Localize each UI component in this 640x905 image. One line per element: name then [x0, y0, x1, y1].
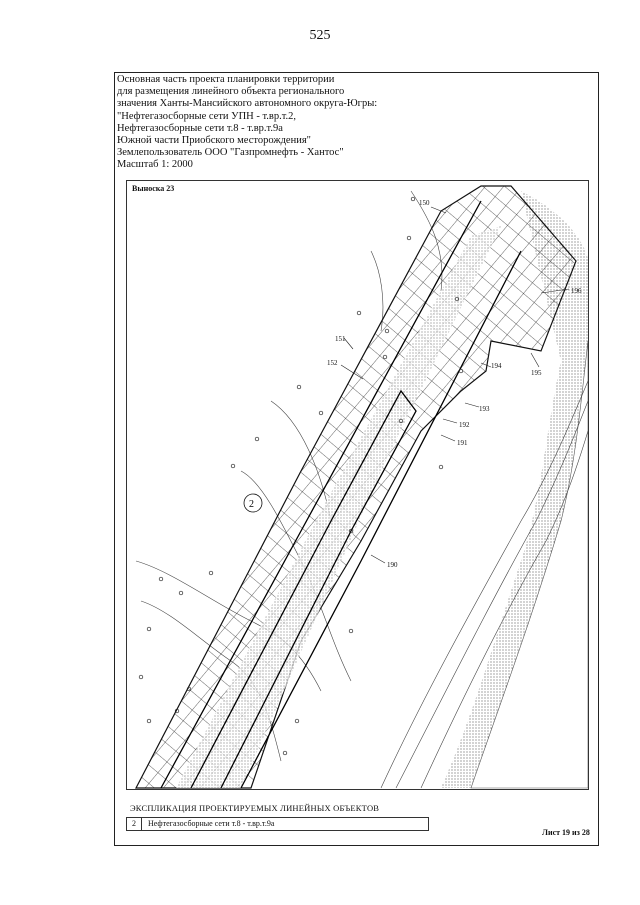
point-label-150: 150: [419, 199, 430, 207]
header-line-4: "Нефтегазосборные сети УПН - т.вр.т.2,: [117, 110, 297, 122]
plan-header: [117, 74, 377, 172]
legend-title: ЭКСПЛИКАЦИЯ ПРОЕКТИРУЕМЫХ ЛИНЕЙНЫХ ОБЪЕКТОВ: [130, 803, 380, 813]
header-line-5: Нефтегазосборные сети т.8 - т.вр.т.9а: [117, 122, 283, 134]
legend-row: [126, 817, 429, 831]
map-drawing: [127, 181, 588, 789]
header-line-1: Основная часть проекта планировки территории: [117, 74, 335, 85]
point-label-151: 151: [335, 335, 346, 343]
page-number: 525: [309, 28, 331, 43]
object-marker-number: 2: [249, 499, 254, 510]
sheet-number: Лист 19 из 28: [542, 828, 590, 837]
point-label-191: 191: [457, 439, 468, 447]
point-label-195: 195: [531, 369, 542, 377]
header-line-6: Южной части Приобского месторождения": [117, 135, 311, 147]
header-line-8: Масштаб 1: 2000: [117, 159, 193, 171]
point-label-192: 192: [459, 421, 470, 429]
point-label-152: 152: [327, 359, 338, 367]
legend-row-name: Нефтегазосборные сети т.8 - т.вр.т.9а: [148, 819, 275, 828]
header-line-2: для размещения линейного объекта регионального: [117, 86, 345, 98]
point-label-194: 194: [491, 362, 502, 370]
point-label-196: 196: [571, 287, 582, 295]
header-line-7: Землепользователь ООО "Газпромнефть - Хантос": [117, 147, 344, 159]
legend-row-number: 2: [127, 818, 142, 830]
point-label-190: 190: [387, 561, 398, 569]
map-callout: [126, 180, 589, 790]
header-line-3: значения Ханты-Мансийского автономного округа-Югры:: [117, 98, 378, 110]
callout-title: Выноска 23: [132, 184, 175, 193]
object-marker: [244, 494, 262, 512]
point-label-193: 193: [479, 405, 490, 413]
